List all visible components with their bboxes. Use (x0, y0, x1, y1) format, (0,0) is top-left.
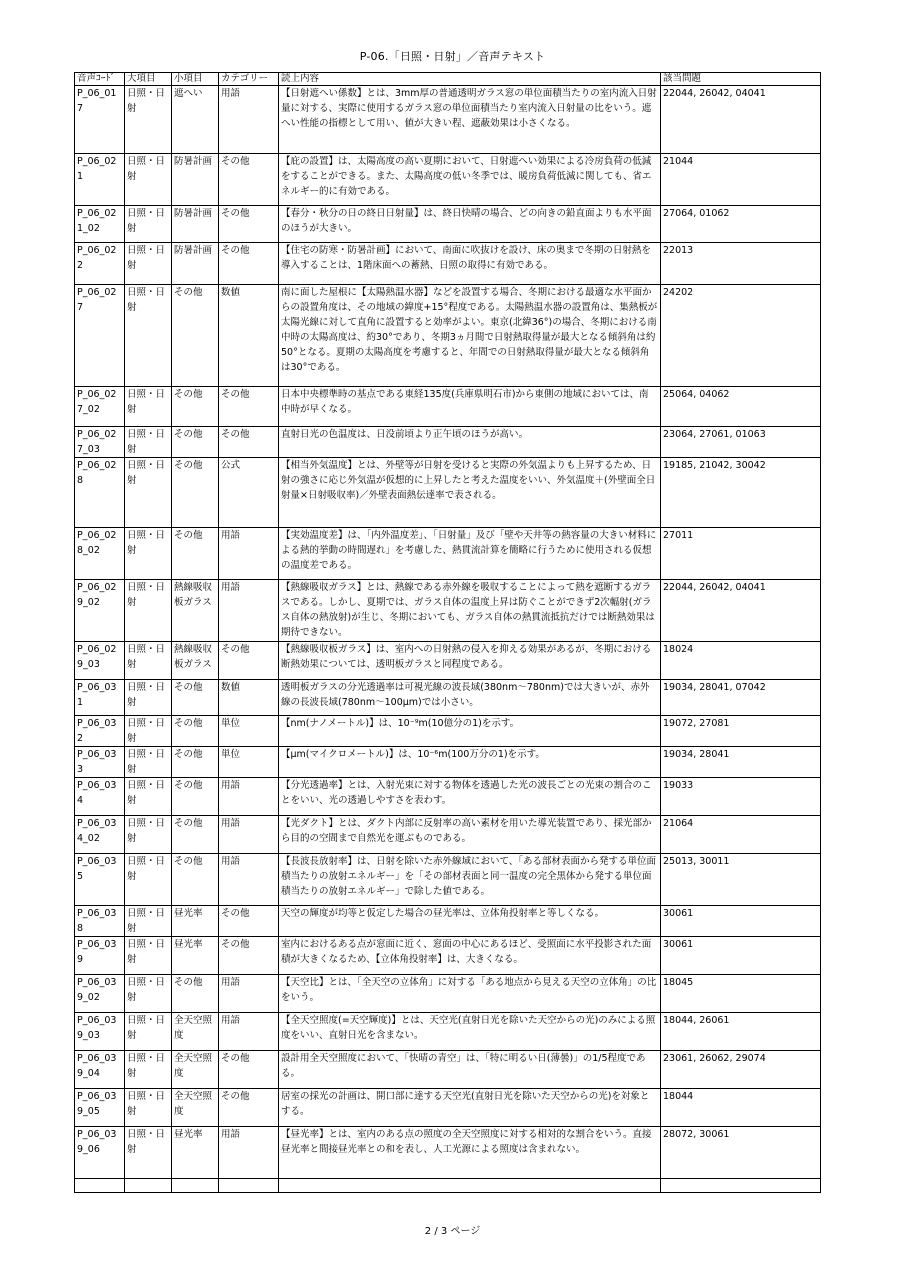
table-row (75, 680, 821, 716)
cell-major: 日照・日射 (125, 580, 172, 642)
cell-minor: 昼光率 (172, 1127, 219, 1179)
table-row (75, 975, 821, 1013)
cell-major: 日照・日射 (125, 285, 172, 387)
cell-code: P_06_039_05 (75, 1089, 125, 1127)
cell-code: P_06_035 (75, 854, 125, 906)
cell-major: 日照・日射 (125, 458, 172, 528)
table-row (75, 816, 821, 854)
cell-major: 日照・日射 (125, 716, 172, 747)
cell-major: 日照・日射 (125, 206, 172, 243)
cell-minor: 防暑計画 (172, 154, 219, 206)
cell-category: その他 (219, 937, 279, 975)
cell-minor: 全天空照度 (172, 1013, 219, 1051)
cell-major: 日照・日射 (125, 906, 172, 937)
cell-text: 透明板ガラスの分光透過率は可視光線の波長域(380nm～780nm)では大きいが、赤外線の長波長域(780nm～100μm)では小さい。 (279, 680, 661, 716)
cell-problems: 19034, 28041, 07042 (661, 680, 821, 716)
cell-category: その他 (219, 906, 279, 937)
table-row (75, 747, 821, 778)
cell-category: その他 (219, 427, 279, 458)
table-row (75, 642, 821, 680)
column-header-minor: 小項目 (172, 73, 219, 86)
column-header-major: 大項目 (125, 73, 172, 86)
cell-code: P_06_021 (75, 154, 125, 206)
cell-minor: 熱線吸収板ガラス (172, 642, 219, 680)
cell-major: 日照・日射 (125, 427, 172, 458)
cell-major: 日照・日射 (125, 747, 172, 778)
cell-problems: 19033 (661, 778, 821, 816)
cell-minor: 全天空照度 (172, 1051, 219, 1089)
cell-problems: 18044 (661, 1089, 821, 1127)
cell-category: 用語 (219, 86, 279, 154)
table-row (75, 1089, 821, 1127)
cell-minor: その他 (172, 387, 219, 427)
table-row (75, 1051, 821, 1089)
cell-major: 日照・日射 (125, 642, 172, 680)
cell-minor: その他 (172, 716, 219, 747)
cell-problems: 18045 (661, 975, 821, 1013)
cell-code: P_06_038 (75, 906, 125, 937)
table-row-empty (75, 1179, 821, 1193)
cell-category: 単位 (219, 716, 279, 747)
column-header-text: 読上内容 (279, 73, 661, 86)
cell-minor: 昼光率 (172, 937, 219, 975)
table-row (75, 778, 821, 816)
cell-text: 【分光透過率】とは、入射光束に対する物体を透過した光の波長ごとの光束の割合のことをいい、光の透過しやすさを表わす。 (279, 778, 661, 816)
cell-text: 【天空比】とは、「全天空の立体角」に対する「ある地点から見える天空の立体角」の比をいう。 (279, 975, 661, 1013)
table-row (75, 285, 821, 387)
table-row (75, 580, 821, 642)
cell-problems: 19185, 21042, 30042 (661, 458, 821, 528)
cell-category: その他 (219, 206, 279, 243)
cell-code: P_06_021_02 (75, 206, 125, 243)
cell-minor: その他 (172, 778, 219, 816)
column-header-code: 音声ｺｰﾄﾞ (75, 73, 125, 86)
cell-text: 居室の採光の計画は、開口部に達する天空光(直射日光を除いた天空からの光)を対象とする。 (279, 1089, 661, 1127)
table-row (75, 243, 821, 285)
cell-text: 設計用全天空照度において、「快晴の青空」は、「特に明るい日(薄曇)」の1/5程度である。 (279, 1051, 661, 1089)
cell-problems: 18044, 26061 (661, 1013, 821, 1051)
cell-minor: その他 (172, 816, 219, 854)
table-row (75, 1013, 821, 1051)
table-row (75, 854, 821, 906)
cell-major: 日照・日射 (125, 778, 172, 816)
cell-problems: 24202 (661, 285, 821, 387)
cell-category: 用語 (219, 854, 279, 906)
cell-major: 日照・日射 (125, 387, 172, 427)
cell-minor: 全天空照度 (172, 1089, 219, 1127)
empty-cell (172, 1179, 219, 1193)
cell-category: その他 (219, 154, 279, 206)
table-row (75, 86, 821, 154)
table-row (75, 528, 821, 580)
cell-text: 直射日光の色温度は、日没前頃より正午頃のほうが高い。 (279, 427, 661, 458)
empty-cell (125, 1179, 172, 1193)
page-number: 2 / 3 ページ (424, 1226, 481, 1237)
table-row (75, 427, 821, 458)
cell-category: その他 (219, 1089, 279, 1127)
cell-code: P_06_039 (75, 937, 125, 975)
cell-text: 【日射遮へい係数】とは、3mm厚の普通透明ガラス窓の単位面積当たりの室内流入日射量に対する、実際に使用するガラス窓の単位面積当たり室内流入日射量の比をいう。遮へい性能の指標として用い、値が大きい程、遮蔽効果は小さくなる。 (279, 86, 661, 154)
cell-category: 用語 (219, 975, 279, 1013)
cell-problems: 28072, 30061 (661, 1127, 821, 1179)
cell-text: 【春分・秋分の日の終日日射量】は、終日快晴の場合、どの向きの鉛直面よりも水平面のほうが大きい。 (279, 206, 661, 243)
cell-text: 南に面した屋根に【太陽熱温水器】などを設置する場合、冬期における最適な水平面からの設置角度は、その地域の緯度+15°程度である。太陽熱温水器の設置角は、集熱板が太陽光線に対して直角に設置すると効率がよい。東京(北緯36°)の場合、冬期における南中時の太陽高度は、約30°であり、冬期3ヵ月間で日射熱取得量が最大となる傾斜角は約50°となる。夏期の太陽高度を考慮すると、年間での日射熱取得量が最大となる傾斜角は30°である。 (279, 285, 661, 387)
cell-code: P_06_032 (75, 716, 125, 747)
table-row (75, 716, 821, 747)
cell-text: 【光ダクト】とは、ダクト内部に反射率の高い素材を用いた導光装置であり、採光部から目的の空間まで自然光を運ぶものである。 (279, 816, 661, 854)
cell-text: 【昼光率】とは、室内のある点の照度の全天空照度に対する相対的な割合をいう。直接昼光率と間接昼光率との和を表し、人工光源による照度は含まれない。 (279, 1127, 661, 1179)
cell-code: P_06_039_06 (75, 1127, 125, 1179)
cell-code: P_06_027 (75, 285, 125, 387)
cell-text: 【nm(ナノメートル)】は、10⁻⁹m(10億分の1)を示す。 (279, 716, 661, 747)
cell-problems: 19034, 28041 (661, 747, 821, 778)
cell-minor: 遮へい (172, 86, 219, 154)
cell-code: P_06_029_03 (75, 642, 125, 680)
cell-code: P_06_039_02 (75, 975, 125, 1013)
content-table (74, 72, 821, 1193)
table-row (75, 1127, 821, 1179)
cell-problems: 30061 (661, 906, 821, 937)
cell-category: その他 (219, 243, 279, 285)
page-title: P-06.「日照・日射」／音声テキスト (359, 50, 546, 63)
cell-problems: 22044, 26042, 04041 (661, 86, 821, 154)
cell-minor: 防暑計画 (172, 243, 219, 285)
cell-code: P_06_039_04 (75, 1051, 125, 1089)
cell-major: 日照・日射 (125, 1051, 172, 1089)
cell-major: 日照・日射 (125, 1127, 172, 1179)
empty-cell (661, 1179, 821, 1193)
cell-minor: その他 (172, 747, 219, 778)
cell-major: 日照・日射 (125, 243, 172, 285)
cell-problems: 25013, 30011 (661, 854, 821, 906)
cell-code: P_06_028 (75, 458, 125, 528)
cell-text: 【熱線吸収板ガラス】は、室内への日射熱の侵入を抑える効果があるが、冬期における断熱効果については、透明板ガラスと同程度である。 (279, 642, 661, 680)
cell-problems: 27011 (661, 528, 821, 580)
cell-minor: その他 (172, 285, 219, 387)
cell-major: 日照・日射 (125, 86, 172, 154)
cell-category: 用語 (219, 580, 279, 642)
table-row (75, 387, 821, 427)
table-row (75, 154, 821, 206)
empty-cell (75, 1179, 125, 1193)
cell-text: 【全天空照度(=天空輝度)】とは、天空光(直射日光を除いた天空からの光)のみによる照度をいい、直射日光を含まない。 (279, 1013, 661, 1051)
cell-text: 天空の輝度が均等と仮定した場合の昼光率は、立体角投射率と等しくなる。 (279, 906, 661, 937)
table-row (75, 206, 821, 243)
cell-text: 日本中央標準時の基点である東経135度(兵庫県明石市)から東側の地域においては、南中時が早くなる。 (279, 387, 661, 427)
cell-minor: 昼光率 (172, 906, 219, 937)
cell-minor: 防暑計画 (172, 206, 219, 243)
cell-major: 日照・日射 (125, 1013, 172, 1051)
cell-problems: 27064, 01062 (661, 206, 821, 243)
cell-text: 【熱線吸収ガラス】とは、熱線である赤外線を吸収することによって熱を遮断するガラスである。しかし、夏期では、ガラス自体の温度上昇は防ぐことができず2次輻射(ガラス自体の熱放射)が生じ、冬期においても、ガラス自体の熱貫流抵抗だけでは断熱効果は期待できない。 (279, 580, 661, 642)
cell-major: 日照・日射 (125, 975, 172, 1013)
cell-category: 数値 (219, 285, 279, 387)
cell-major: 日照・日射 (125, 1089, 172, 1127)
cell-code: P_06_031 (75, 680, 125, 716)
column-header-problems: 該当問題 (661, 73, 821, 86)
cell-problems: 21064 (661, 816, 821, 854)
cell-minor: その他 (172, 854, 219, 906)
cell-code: P_06_022 (75, 243, 125, 285)
cell-problems: 23061, 26062, 29074 (661, 1051, 821, 1089)
cell-code: P_06_029_02 (75, 580, 125, 642)
cell-major: 日照・日射 (125, 154, 172, 206)
cell-problems: 23064, 27061, 01063 (661, 427, 821, 458)
cell-text: 【庇の設置】は、太陽高度の高い夏期において、日射遮へい効果による冷房負荷の低減をすることができる。また、太陽高度の低い冬季では、暖房負荷低減に関しても、省エネルギー的に有効である。 (279, 154, 661, 206)
cell-code: P_06_028_02 (75, 528, 125, 580)
cell-minor: その他 (172, 680, 219, 716)
cell-minor: その他 (172, 528, 219, 580)
empty-cell (279, 1179, 661, 1193)
cell-code: P_06_017 (75, 86, 125, 154)
table-row (75, 937, 821, 975)
cell-major: 日照・日射 (125, 937, 172, 975)
cell-problems: 22044, 26042, 04041 (661, 580, 821, 642)
cell-category: 数値 (219, 680, 279, 716)
cell-category: 用語 (219, 778, 279, 816)
cell-code: P_06_034_02 (75, 816, 125, 854)
cell-problems: 19072, 27081 (661, 716, 821, 747)
cell-category: 用語 (219, 816, 279, 854)
cell-problems: 22013 (661, 243, 821, 285)
column-header-category: カテゴリー (219, 73, 279, 86)
cell-major: 日照・日射 (125, 854, 172, 906)
cell-minor: 熱線吸収板ガラス (172, 580, 219, 642)
empty-cell (219, 1179, 279, 1193)
cell-problems: 18024 (661, 642, 821, 680)
cell-text: 【実効温度差】は、「内外温度差」、「日射量」及び「壁や天井等の熱容量の大きい材料による熱的挙動の時間遅れ」を考慮した、熱貫流計算を簡略に行うために使用される仮想の温度差である。 (279, 528, 661, 580)
cell-code: P_06_027_02 (75, 387, 125, 427)
cell-category: その他 (219, 642, 279, 680)
table-body (75, 86, 821, 1193)
cell-code: P_06_039_03 (75, 1013, 125, 1051)
cell-category: その他 (219, 1051, 279, 1089)
cell-code: P_06_034 (75, 778, 125, 816)
cell-major: 日照・日射 (125, 680, 172, 716)
cell-problems: 25064, 04062 (661, 387, 821, 427)
cell-code: P_06_027_03 (75, 427, 125, 458)
table-row (75, 906, 821, 937)
cell-text: 【μm(マイクロメートル)】は、10⁻⁶m(100万分の1)を示す。 (279, 747, 661, 778)
cell-code: P_06_033 (75, 747, 125, 778)
cell-minor: その他 (172, 458, 219, 528)
table-header-row (75, 73, 821, 86)
cell-category: 用語 (219, 528, 279, 580)
cell-major: 日照・日射 (125, 528, 172, 580)
cell-category: その他 (219, 387, 279, 427)
table-row (75, 458, 821, 528)
cell-category: 用語 (219, 1127, 279, 1179)
cell-text: 【住宅の防寒・防暑計画】において、南面に吹抜けを設け、床の奥まで冬期の日射熱を導入することは、1階床面への蓄熱、日照の取得に有効である。 (279, 243, 661, 285)
cell-minor: その他 (172, 975, 219, 1013)
cell-category: 用語 (219, 1013, 279, 1051)
cell-problems: 30061 (661, 937, 821, 975)
cell-category: 単位 (219, 747, 279, 778)
cell-text: 【長波長放射率】は、日射を除いた赤外線域において、「ある部材表面から発する単位面積当たりの放射エネルギー」を「その部材表面と同一温度の完全黒体から発する単位面積当たりの放射エネルギー」で除した値である。 (279, 854, 661, 906)
cell-text: 室内におけるある点が窓面に近く、窓面の中心にあるほど、受照面に水平投影された面積が大きくなるため、【立体角投射率】は、大きくなる。 (279, 937, 661, 975)
cell-problems: 21044 (661, 154, 821, 206)
cell-minor: その他 (172, 427, 219, 458)
cell-category: 公式 (219, 458, 279, 528)
cell-text: 【相当外気温度】とは、外壁等が日射を受けると実際の外気温よりも上昇するため、日射の強さに応じ外気温が仮想的に上昇したと考えた温度をいい、外気温度＋(外壁面全日射量×日射吸収率)／外壁表面熱伝達率で表される。 (279, 458, 661, 528)
cell-major: 日照・日射 (125, 816, 172, 854)
